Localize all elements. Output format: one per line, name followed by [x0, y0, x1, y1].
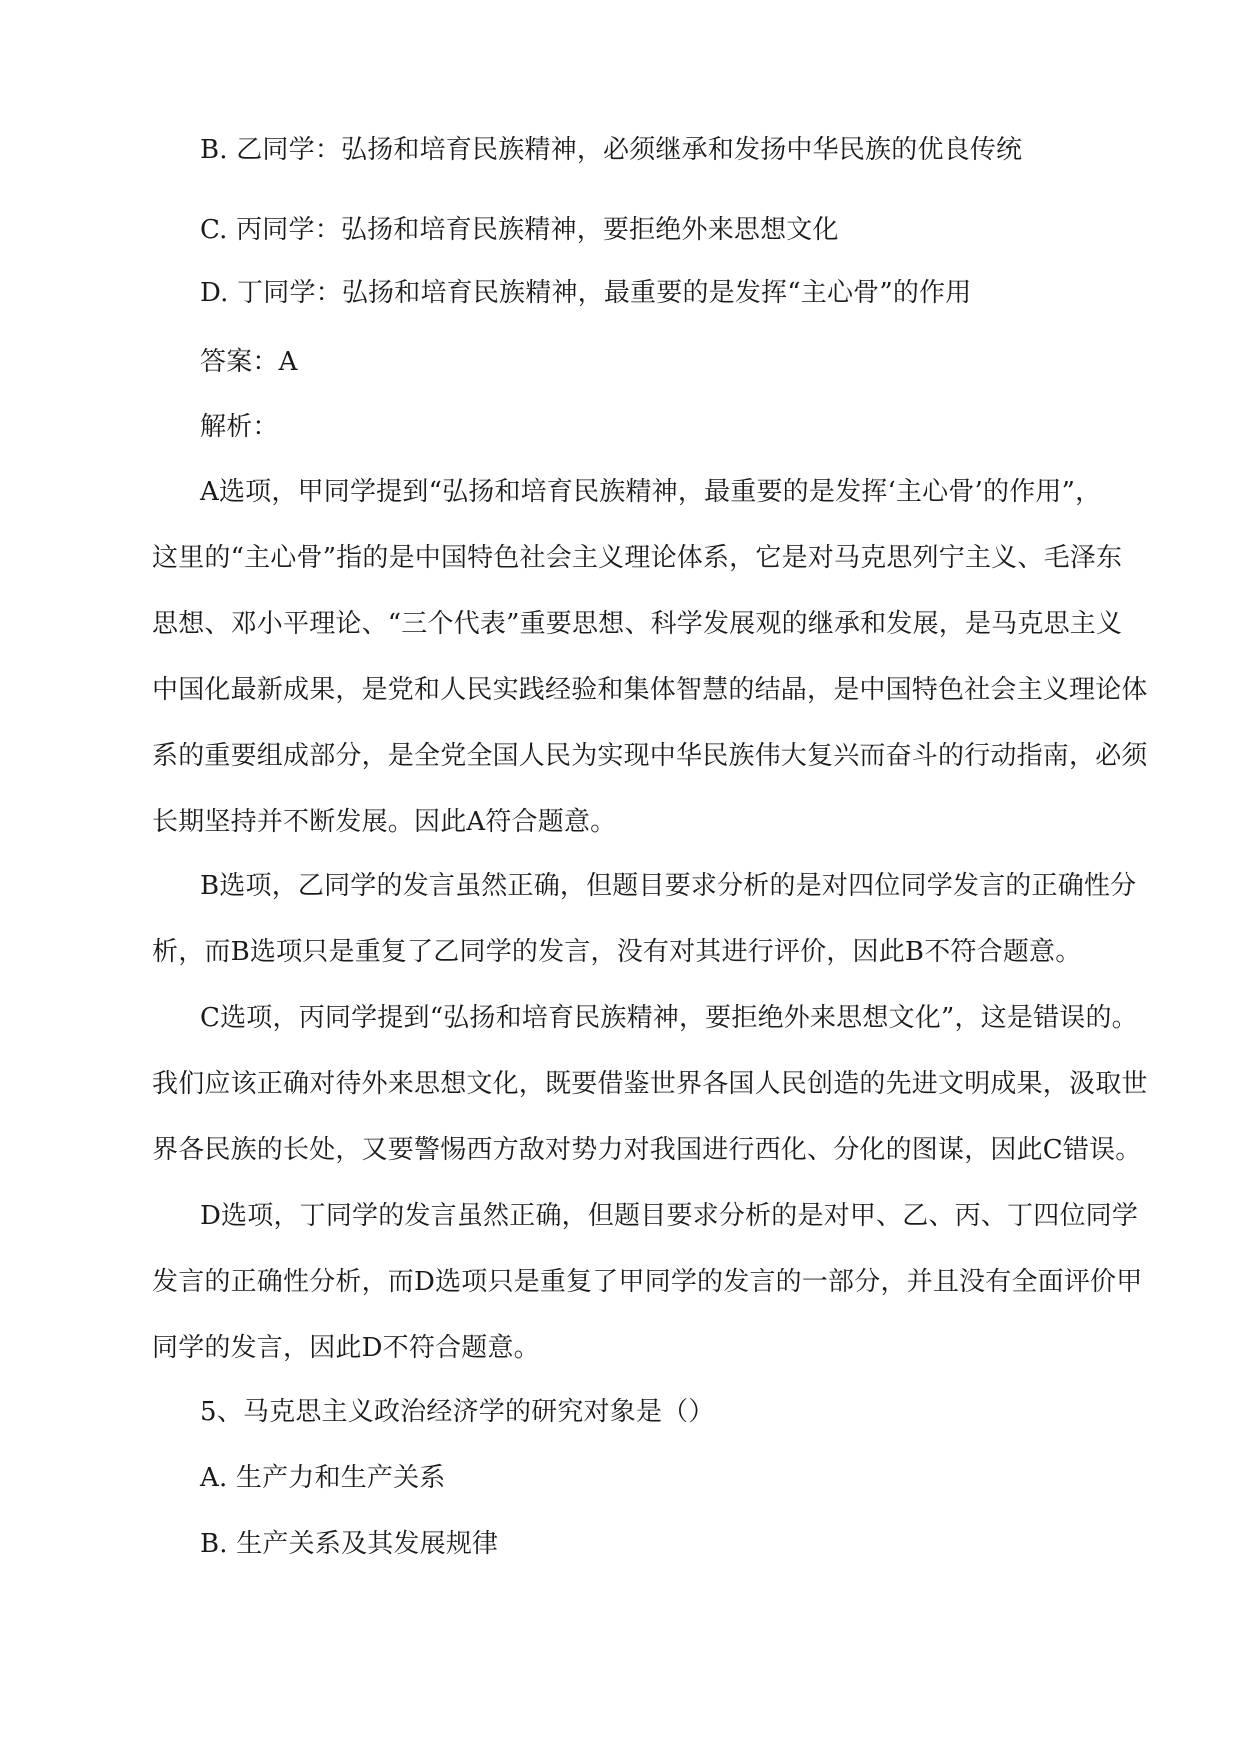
paragraph-line: 发言的正确性分析，而D选项只是重复了甲同学的发言的一部分，并且没有全面评价甲 [152, 1267, 1143, 1297]
q5-stem: 5、马克思主义政治经济学的研究对象是（） [200, 1397, 715, 1427]
q4-option-b: B. 乙同学：弘扬和培育民族精神，必须继承和发扬中华民族的优良传统 [200, 135, 1023, 165]
paragraph-line: A选项，甲同学提到“弘扬和培育民族精神，最重要的是发挥‘主心骨’的作用”， [200, 477, 1102, 507]
q5-option-a: A. 生产力和生产关系 [200, 1463, 446, 1493]
analysis-label: 解析： [200, 412, 279, 442]
paragraph-line: 析，而B选项只是重复了乙同学的发言，没有对其进行评价，因此B不符合题意。 [152, 937, 1082, 967]
paragraph-line: 我们应该正确对待外来思想文化，既要借鉴世界各国人民创造的先进文明成果，汲取世 [152, 1069, 1148, 1099]
q5-option-b: B. 生产关系及其发展规律 [200, 1529, 499, 1559]
paragraph-line: 同学的发言，因此D不符合题意。 [152, 1333, 540, 1363]
paragraph-line: C选项，丙同学提到“弘扬和培育民族精神，要拒绝外来思想文化”，这是错误的。 [200, 1003, 1138, 1033]
paragraph-line: 长期坚持并不断发展。因此A符合题意。 [152, 807, 617, 837]
paragraph-line: D选项，丁同学的发言虽然正确，但题目要求分析的是对甲、乙、丙、丁四位同学 [200, 1201, 1139, 1231]
paragraph-line: 界各民族的长处，又要警惕西方敌对势力对我国进行西化、分化的图谋，因此C错误。 [152, 1135, 1142, 1165]
paragraph-line: 系的重要组成部分，是全党全国人民为实现中华民族伟大复兴而奋斗的行动指南，必须 [152, 741, 1148, 771]
q4-option-c: C. 丙同学：弘扬和培育民族精神，要拒绝外来思想文化 [200, 215, 839, 245]
paragraph-line: 思想、邓小平理论、“三个代表”重要思想、科学发展观的继承和发展，是马克思主义 [152, 609, 1123, 639]
paragraph-line: 中国化最新成果，是党和人民实践经验和集体智慧的结晶，是中国特色社会主义理论体 [152, 675, 1148, 705]
q4-answer: 答案：A [200, 347, 298, 377]
paragraph-line: B选项，乙同学的发言虽然正确，但题目要求分析的是对四位同学发言的正确性分 [200, 871, 1137, 901]
paragraph-line: 这里的“主心骨”指的是中国特色社会主义理论体系，它是对马克思列宁主义、毛泽东 [152, 543, 1123, 573]
q4-option-d: D. 丁同学：弘扬和培育民族精神，最重要的是发挥“主心骨”的作用 [200, 278, 972, 308]
